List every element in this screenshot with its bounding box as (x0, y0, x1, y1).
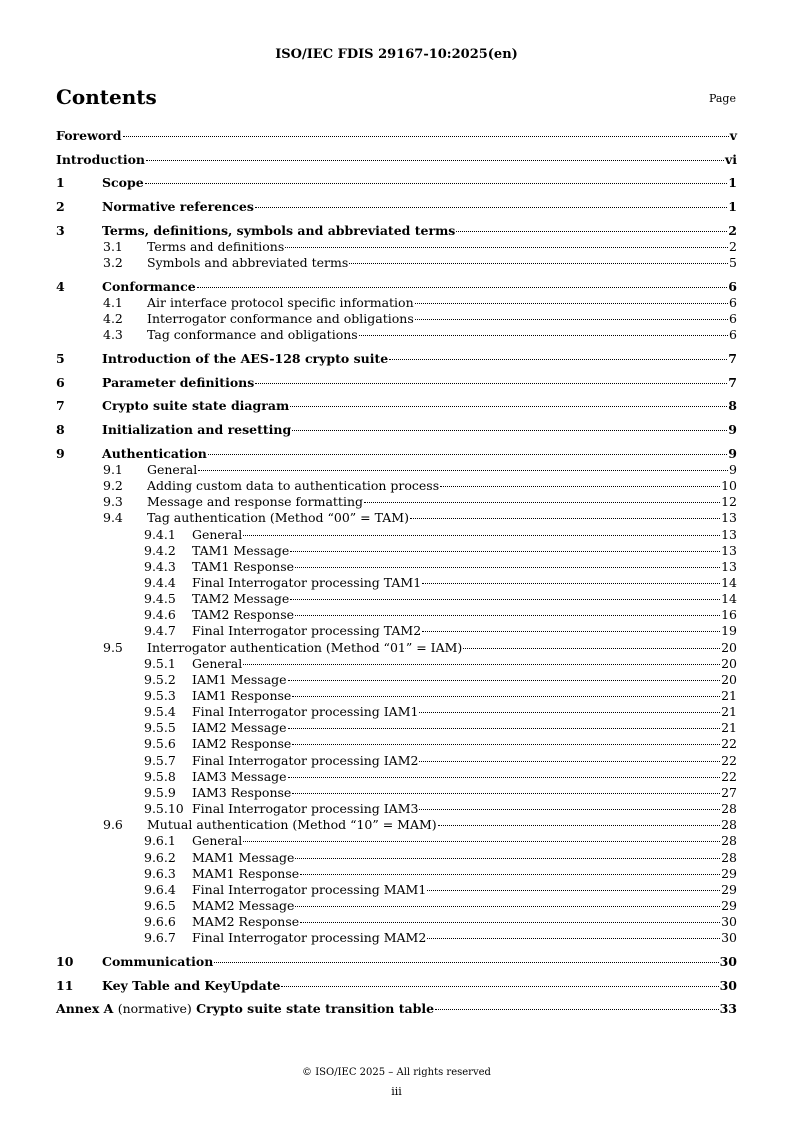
toc-entry-number: 10 (56, 953, 74, 969)
toc-entry-page: 28 (721, 833, 737, 849)
annex-type: (normative) (117, 1001, 192, 1017)
toc-entry-title: Final Interrogator processing TAM2 (192, 623, 422, 639)
toc-entry-page: 28 (721, 849, 737, 865)
toc-entry[interactable] (56, 1001, 737, 1017)
toc-entry[interactable] (56, 351, 737, 367)
toc-entry-page: 9 (728, 445, 737, 461)
toc-entry[interactable] (56, 494, 737, 510)
toc-entry-number: 3.2 (103, 255, 123, 271)
toc-entry-page: 21 (721, 688, 737, 703)
dot-leader (214, 962, 718, 963)
toc-entry-title: IAM2 Message (192, 720, 287, 736)
toc-entry[interactable] (56, 398, 737, 414)
toc-entry-title: MAM1 Response (192, 865, 300, 881)
toc-entry-title: Final Interrogator processing TAM1 (192, 574, 422, 590)
toc-entry-title: Parameter definitions (102, 374, 255, 390)
toc-entry-page: 2 (728, 222, 737, 238)
toc-entry-page: 14 (721, 591, 737, 607)
toc-entry-title: Conformance (102, 278, 196, 294)
toc-entry-title: Message and response formatting (147, 494, 364, 510)
toc-entry-title: Air interface protocol specific information (147, 294, 414, 310)
toc-entry[interactable] (56, 769, 737, 785)
toc-entry[interactable] (56, 128, 737, 144)
toc-entry[interactable] (56, 510, 737, 526)
toc-entry-page: 28 (721, 801, 737, 817)
toc-entry[interactable] (56, 850, 737, 866)
toc-entry-title: Tag authentication (Method “00” = TAM) (147, 510, 409, 526)
dot-leader (292, 430, 727, 431)
toc-entry-title: IAM1 Response (192, 688, 292, 703)
toc-entry-number: 9.2 (103, 478, 123, 494)
toc-entry-page: 9 (729, 461, 737, 477)
toc-entry-number: 9.6.7 (144, 930, 176, 946)
toc-entry[interactable] (56, 255, 737, 271)
toc-entry-number: 9.5.10 (144, 801, 184, 817)
toc-entry-page: 10 (721, 478, 737, 494)
toc-entry[interactable] (56, 422, 737, 438)
toc-entry-page: 14 (721, 574, 737, 590)
dot-leader (290, 599, 720, 600)
toc-entry-page: 29 (721, 897, 737, 913)
toc-entry-page: 22 (721, 768, 737, 784)
toc-entry-number: 9.5 (103, 639, 123, 655)
dot-leader (288, 777, 721, 778)
toc-entry-title: TAM2 Response (192, 607, 295, 623)
toc-entry-title: Final Interrogator processing IAM2 (192, 752, 419, 768)
dot-leader (440, 486, 720, 487)
toc-entry-title: General (192, 526, 243, 542)
toc-entry-number: 4.1 (103, 294, 123, 310)
toc-entry[interactable] (56, 607, 737, 623)
toc-entry-page: 27 (721, 784, 737, 800)
dot-leader (463, 648, 720, 649)
toc-entry-title: General (147, 461, 198, 477)
dot-leader (123, 136, 729, 137)
dot-leader (292, 744, 720, 745)
dot-leader (300, 874, 720, 875)
toc-entry-title: Key Table and KeyUpdate (102, 977, 281, 993)
toc-entry-number: 9.5.7 (144, 752, 176, 768)
toc-entry-title: Interrogator authentication (Method “01” = IAM) (147, 639, 463, 655)
dot-leader (295, 858, 720, 859)
toc-entry[interactable] (56, 817, 737, 833)
toc-entry-title: Introduction (56, 151, 146, 167)
document-id-header: ISO/IEC FDIS 29167-10:2025(en) (275, 47, 518, 62)
toc-entry[interactable] (56, 478, 737, 494)
toc-entry[interactable] (56, 623, 737, 639)
toc-entry-page: 20 (721, 655, 737, 671)
toc-entry-title: TAM1 Response (192, 558, 295, 574)
dot-leader (145, 183, 728, 184)
dot-leader (410, 518, 720, 519)
toc-entry[interactable] (56, 462, 737, 478)
toc-entry-number: 7 (56, 398, 65, 414)
dot-leader (427, 890, 720, 891)
toc-entry-title: Introduction of the AES-128 crypto suite (102, 350, 389, 366)
toc-entry[interactable] (56, 446, 737, 462)
toc-entry-number: 9.5.3 (144, 688, 176, 703)
toc-entry-page: 8 (728, 398, 737, 414)
toc-entry-number: 9.5.6 (144, 736, 176, 752)
dot-leader (290, 551, 720, 552)
toc-entry[interactable] (56, 640, 737, 656)
dot-leader (349, 263, 728, 264)
dot-leader (422, 631, 720, 632)
toc-entry[interactable] (56, 327, 737, 343)
toc-entry-page: 21 (721, 704, 737, 720)
annex-label: Annex A (56, 1001, 114, 1017)
toc-entry[interactable] (56, 801, 737, 817)
toc-entry-title: MAM1 Message (192, 849, 295, 865)
toc-entry-number: 9.1 (103, 461, 123, 477)
toc-entry-number: 9.3 (103, 494, 123, 510)
toc-entry-title: Symbols and abbreviated terms (147, 255, 349, 271)
toc-entry[interactable] (56, 295, 737, 311)
toc-entry-page: v (729, 128, 737, 143)
dot-leader (243, 535, 720, 536)
toc-entry-number: 9 (56, 445, 65, 461)
toc-entry[interactable] (56, 311, 737, 327)
dot-leader (438, 825, 720, 826)
toc-entry-title: Adding custom data to authentication process (147, 478, 440, 494)
dot-leader (285, 247, 728, 248)
toc-entry-title: Interrogator conformance and obligations (147, 311, 414, 327)
toc-entry-number: 9.5.9 (144, 784, 176, 800)
toc-entry-page: 22 (721, 752, 737, 768)
toc-entry-number: 3 (56, 222, 65, 238)
toc-entry-number: 9.6.1 (144, 833, 176, 849)
toc-entry[interactable] (56, 704, 737, 720)
toc-entry[interactable] (56, 688, 737, 704)
toc-entry-title: IAM2 Response (192, 736, 292, 752)
dot-leader (255, 207, 727, 208)
toc-entry[interactable] (56, 199, 737, 215)
toc-entry-number: 9.5.1 (144, 655, 176, 671)
toc-entry-page: 22 (721, 736, 737, 752)
toc-entry[interactable] (56, 527, 737, 543)
toc-entry-title: MAM2 Message (192, 897, 295, 913)
toc-entry-page: 28 (721, 817, 737, 833)
toc-entry-page: 6 (729, 294, 737, 310)
toc-entry-number: 11 (56, 977, 74, 993)
toc-entry[interactable] (56, 152, 737, 168)
toc-entry-title: Final Interrogator processing IAM1 (192, 704, 419, 720)
contents-heading: Contents (56, 85, 157, 109)
toc-entry-title: Tag conformance and obligations (147, 327, 358, 343)
toc-entry-number: 9.4.5 (144, 591, 176, 607)
toc-entry-page: 6 (729, 311, 737, 327)
dot-leader (364, 502, 720, 503)
toc-entry[interactable] (56, 591, 737, 607)
page-number-footer: iii (391, 1085, 402, 1098)
toc-entry-title: Scope (102, 175, 144, 191)
toc-entry-number: 9.5.5 (144, 720, 176, 736)
toc-entry-page: 29 (721, 881, 737, 897)
toc-entry-page: 12 (721, 494, 737, 510)
toc-entry[interactable] (56, 736, 737, 752)
toc-entry-number: 4.2 (103, 311, 123, 327)
dot-leader (435, 1009, 719, 1010)
toc-entry-title: Crypto suite state diagram (102, 398, 290, 414)
toc-entry-page: 16 (721, 607, 737, 623)
dot-leader (292, 793, 720, 794)
toc-entry[interactable] (56, 375, 737, 391)
toc-entry-title: IAM3 Response (192, 784, 292, 800)
toc-entry-title: TAM2 Message (192, 591, 290, 607)
dot-leader (389, 359, 727, 360)
toc-entry-page: 13 (721, 526, 737, 542)
dot-leader (146, 160, 724, 161)
toc-entry-number: 3.1 (103, 238, 123, 254)
toc-entry-number: 9.4.2 (144, 542, 176, 558)
dot-leader (197, 287, 728, 288)
toc-entry-page: 7 (728, 350, 737, 366)
toc-entry-page: 33 (719, 1001, 737, 1017)
toc-entry-page: 1 (728, 199, 737, 215)
toc-entry[interactable] (56, 279, 737, 295)
toc-entry[interactable] (56, 833, 737, 849)
toc-entry-number: 9.6.4 (144, 881, 176, 897)
annex-title: Crypto suite state transition table (196, 1001, 435, 1017)
toc-entry-number: 9.4.1 (144, 526, 176, 542)
toc-entry-number: 9.6.6 (144, 914, 176, 930)
toc-entry-number: 4.3 (103, 327, 123, 343)
toc-entry-title: TAM1 Message (192, 542, 290, 558)
toc-entry-title: Normative references (102, 199, 254, 215)
toc-entry-page: 1 (728, 175, 737, 191)
toc-entry-number: 8 (56, 422, 65, 438)
dot-leader (359, 335, 728, 336)
toc-entry-number: 9.6.5 (144, 897, 176, 913)
dot-leader (243, 841, 720, 842)
toc-entry-title: Final Interrogator processing MAM2 (192, 930, 427, 946)
dot-leader (419, 712, 720, 713)
dot-leader (419, 761, 720, 762)
toc-entry[interactable] (56, 914, 737, 930)
dot-leader (288, 728, 721, 729)
toc-entry-title: IAM3 Message (192, 768, 287, 784)
toc-entry-page: 30 (719, 977, 737, 993)
toc-entry-page: 2 (729, 238, 737, 254)
toc-entry-page: 5 (729, 255, 737, 271)
toc-entry[interactable] (56, 223, 737, 239)
toc-entry[interactable] (56, 656, 737, 672)
toc-entry-number: 9.6.2 (144, 849, 176, 865)
toc-entry-page: 13 (721, 542, 737, 558)
toc-entry-page: 6 (729, 327, 737, 343)
dot-leader (295, 567, 720, 568)
toc-entry[interactable] (56, 575, 737, 591)
dot-leader (281, 986, 718, 987)
dot-leader (456, 231, 727, 232)
toc-entry-number: 9.6 (103, 817, 123, 833)
toc-entry-number: 4 (56, 278, 65, 294)
toc-entry-number: 9.4.6 (144, 607, 176, 623)
toc-entry-page: 30 (721, 930, 737, 946)
toc-entry[interactable] (56, 720, 737, 736)
toc-entry-number: 2 (56, 199, 65, 215)
toc-entry-page: 6 (728, 278, 737, 294)
toc-entry-number: 6 (56, 374, 65, 390)
toc-entry-number: 9.6.3 (144, 865, 176, 881)
dot-leader (255, 383, 727, 384)
toc-entry-title: IAM1 Message (192, 671, 287, 687)
dot-leader (427, 938, 720, 939)
page-column-label: Page (708, 92, 736, 105)
toc-entry-page: 30 (721, 914, 737, 930)
toc-entry-number: 9.4.7 (144, 623, 176, 639)
toc-entry-number: 9.5.2 (144, 671, 176, 687)
toc-entry-page: 7 (728, 374, 737, 390)
toc-entry-page: 9 (728, 422, 737, 438)
toc-entry[interactable] (56, 898, 737, 914)
toc-entry-page: 21 (721, 720, 737, 736)
toc-entry[interactable] (56, 930, 737, 946)
dot-leader (208, 454, 727, 455)
toc-entry-title: Final Interrogator processing MAM1 (192, 881, 427, 897)
dot-leader (288, 680, 721, 681)
toc-entry-number: 9.4.4 (144, 574, 176, 590)
toc-entry[interactable] (56, 978, 737, 994)
toc-entry-page: vi (724, 151, 737, 167)
toc-entry-title: Terms, definitions, symbols and abbreviated terms (102, 222, 456, 238)
toc-entry-title (56, 1001, 434, 1016)
toc-entry-title: Authentication (102, 445, 207, 461)
toc-entry-title: MAM2 Response (192, 914, 300, 930)
toc-entry-title: General (192, 655, 243, 671)
toc-entry-number: 9.5.4 (144, 704, 176, 720)
toc-entry-number: 9.4.3 (144, 558, 176, 574)
toc-entry-title: Foreword (56, 128, 122, 143)
toc-entry-title: General (192, 833, 243, 849)
toc-entry[interactable] (56, 239, 737, 255)
toc-entry[interactable] (56, 559, 737, 575)
dot-leader (415, 303, 728, 304)
toc-entry-page: 30 (719, 953, 737, 969)
dot-leader (295, 615, 720, 616)
toc-entry[interactable] (56, 785, 737, 801)
toc-entry[interactable] (56, 543, 737, 559)
dot-leader (422, 583, 720, 584)
dot-leader (415, 319, 728, 320)
copyright-footer: © ISO/IEC 2025 – All rights reserved (302, 1067, 491, 1078)
dot-leader (295, 906, 720, 907)
toc-entry-page: 13 (721, 558, 737, 574)
toc-entry[interactable] (56, 882, 737, 898)
toc-entry-number: 9.4 (103, 510, 123, 526)
toc-entry-number: 5 (56, 350, 65, 366)
dot-leader (290, 406, 727, 407)
toc-entry[interactable] (56, 753, 737, 769)
dot-leader (300, 922, 720, 923)
dot-leader (419, 809, 720, 810)
toc-entry-page: 19 (721, 623, 737, 639)
dot-leader (292, 696, 720, 697)
toc-entry-title: Initialization and resetting (102, 422, 292, 438)
toc-entry[interactable] (56, 866, 737, 882)
toc-entry[interactable] (56, 954, 737, 970)
toc-entry-page: 20 (721, 639, 737, 655)
toc-entry-page: 20 (721, 671, 737, 687)
toc-entry-title: Terms and definitions (147, 238, 285, 254)
toc-entry-number: 9.5.8 (144, 768, 176, 784)
toc-entry[interactable] (56, 175, 737, 191)
toc-entry-page: 13 (721, 510, 737, 526)
toc-entry-page: 29 (721, 865, 737, 881)
dot-leader (198, 470, 728, 471)
toc-entry-title: Communication (102, 953, 214, 969)
toc-entry-title: Final Interrogator processing IAM3 (192, 801, 419, 817)
dot-leader (243, 664, 720, 665)
toc-entry-title: Mutual authentication (Method “10” = MAM) (147, 817, 437, 833)
toc-entry-number: 1 (56, 175, 65, 191)
toc-entry[interactable] (56, 672, 737, 688)
